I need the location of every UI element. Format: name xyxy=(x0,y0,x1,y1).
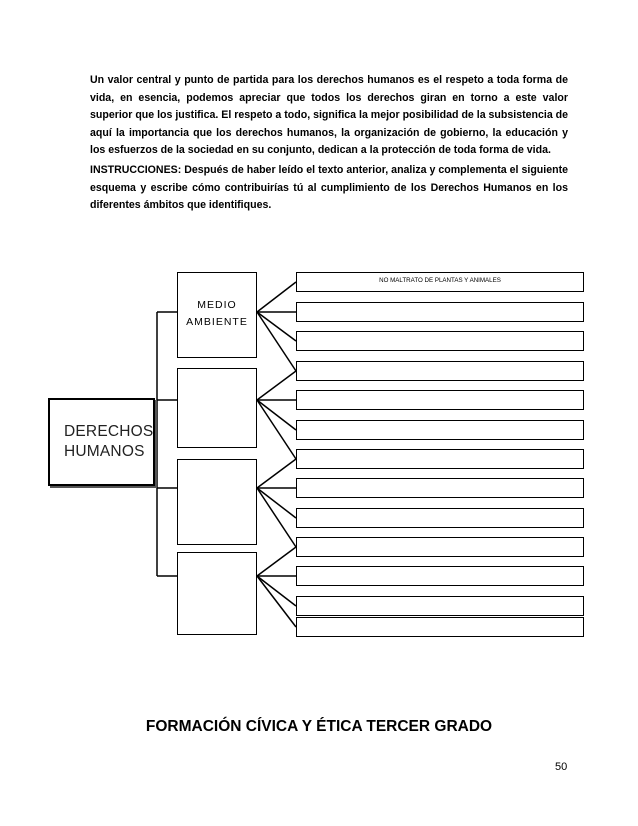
instructions-text: Después de haber leído el texto anterior, analiza y complementa el siguiente esquema y escribe cómo contribuirías tú al cumplimiento de los Derechos Humanos en los diferentes ámbitos que identifiques. xyxy=(90,164,568,211)
category-box-3 xyxy=(177,459,257,545)
intro-paragraph: Un valor central y punto de partida para los derechos humanos es el respeto a toda forma de vida, en esencia, podemos apreciar que todos los derechos giran en torno a este valor superior que los justifica. El respeto a todo, significa la mejor posibilidad de la subsistencia de aquí la importancia que los derechos humanos, la organización de gobierno, la educación y los esfuerzos de la sociedad en su conjunto, dedican a la protección de toda forma de vida. xyxy=(90,74,569,156)
answer-box[interactable] xyxy=(296,331,584,351)
answer-box[interactable] xyxy=(296,272,584,292)
answer-box[interactable] xyxy=(296,449,584,469)
answer-box[interactable] xyxy=(296,508,584,528)
answer-box[interactable] xyxy=(296,302,584,322)
answer-box[interactable] xyxy=(296,420,584,440)
category-label: MEDIO AMBIENTE xyxy=(186,299,248,328)
instructions-label: INSTRUCCIONES: xyxy=(90,164,182,176)
answer-box[interactable] xyxy=(296,361,584,381)
root-box xyxy=(48,398,155,486)
answer-box[interactable] xyxy=(296,537,584,557)
answer-box[interactable] xyxy=(296,566,584,586)
category-box-1 xyxy=(177,272,257,358)
category-box-2 xyxy=(177,368,257,448)
answer-box[interactable] xyxy=(296,617,584,637)
footer-title: FORMACIÓN CÍVICA Y ÉTICA TERCER GRADO xyxy=(145,718,493,735)
category-box-4 xyxy=(177,552,257,635)
answer-box[interactable] xyxy=(296,596,584,616)
page-number: 50 xyxy=(555,761,568,773)
answer-box[interactable] xyxy=(296,478,584,498)
answer-text: NO MALTRATO DE PLANTAS Y ANIMALES xyxy=(379,277,501,284)
root-label: DERECHOS HUMANOS xyxy=(64,423,154,460)
answer-box[interactable] xyxy=(296,390,584,410)
